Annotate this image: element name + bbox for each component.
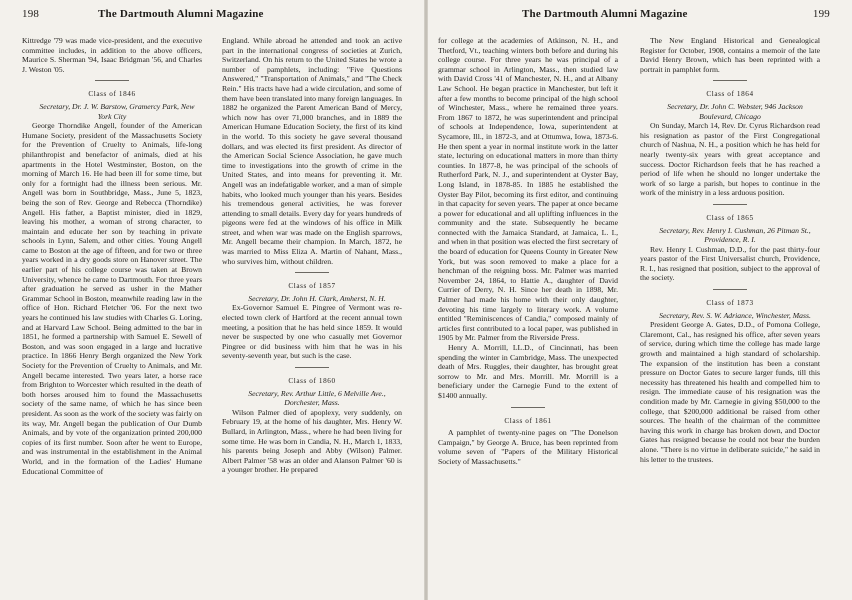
paragraph: On Sunday, March 14, Rev. Dr. Cyrus Richardson read his resignation as pastor of the First Congregational church of Nashua, N. H., a position which he has held for nearly twenty-six years with great acceptance and success. Doctor Richardson feels that he has reached a period of life when he should no longer undertake the work of so large a parish, but hopes to continue in the work of the ministry in a less arduous position. — [640, 121, 820, 198]
class-secretary: Secretary, Rev. Arthur Little, 6 Melville Ave., Dorchester, Mass. — [248, 388, 386, 408]
class-secretary: Secretary, Dr. J. W. Barstow, Gramercy Park, New York City — [39, 101, 195, 121]
running-title: The Dartmouth Alumni Magazine — [522, 8, 688, 20]
class-secretary: Secretary, Rev. Henry I. Cushman, 26 Pitman St., Providence, R. I. — [659, 225, 811, 245]
class-heading: Class of 1861 — [504, 416, 552, 425]
paragraph: Henry A. Morrill, LL.D., of Cincinnati, has been spending the winter in Cambridge, Mass. The unexpected death of Mrs. Ruggles, their daughter, has brought great sorrow to Mr. and Mrs. Morrill. Mr. Morrill is a beneficiary under the Carnegie Fund to the extent of $1400 annually. — [438, 343, 618, 400]
divider — [295, 272, 329, 273]
divider — [511, 407, 545, 408]
left-page-header — [22, 8, 402, 24]
right-page — [428, 0, 852, 600]
divider — [295, 367, 329, 368]
running-title: The Dartmouth Alumni Magazine — [98, 8, 264, 20]
class-heading: Class of 1864 — [706, 90, 754, 99]
right-column-1 — [438, 36, 618, 467]
divider — [95, 80, 129, 81]
page-number: 198 — [22, 8, 40, 20]
paragraph: The New England Historical and Genealogical Register for October, 1908, contains a memoir of the late David Henry Brown, which has been reprinted with a portrait in pamphlet form. — [640, 36, 820, 74]
left-column-2 — [222, 36, 402, 475]
paragraph: England. While abroad he attended and took an active part in the international congress of societies at Zurich, Switzerland. On his return to the United States he wrote a number of pamphlets, including: "Five Questions Answered," "Transportation of Animals," and "The Check Rein." His tracts have had a wide circulation, and some of them have been translated into many foreign languages. In 1882 he organized the Parent American Band of Mercy, which now has over 71,000 branches, and in 1889 the American Humane Education Society, the first of its kind in the world. To this society he gave several thousand dollars, and was elected its first president. As director of the American Social Science Association, he gave much time to investigations into the growth of crime in the United States, and into means for preventing it. Mr. Angell was an indefatigable worker, and a man of simple habits, who looked much younger than his years. Besides his tremendous general activities, he was forever attending to small details. Every day for years hundreds of pigeons were fed at the windows of his office in Milk street, and when war was made on the English sparrows, Mr. Angell became their champion. In March, 1872, he was married to Miss Eliza A. Martin of Nahant, Mass., who survives him, without children. — [222, 36, 402, 266]
class-secretary: Secretary, Dr. John C. Webster, 946 Jackson Boulevard, Chicago — [667, 101, 803, 121]
class-heading: Class of 1865 — [706, 213, 754, 222]
paragraph: George Thorndike Angell, founder of the American Humane Society, president of the Massachusetts Society for the Prevention of Cruelty to Animals, life-long philanthropist and benefactor of animals, died at his apartments in the Hotel Westminster, Boston, on the morning of March 16. He had been ill for some time, but only for a fortnight had the illness been serious. Mr. Angell was born in Southbridge, Mass., June 5, 1823, being the son of Rev. George and Rebecca (Thorndike) Angell. His father, a Baptist minister, died in 1829, leaving his mother, a woman of strong character, to maintain and educate her son by teaching in private schools in Lynn, Salem, and other cities. Young Angell came to Boston at the age of fifteen, and for two or three years worked in a dry goods store on Hanover street. The earlier part of his college course was taken at Brown University, whence he came to Dartmouth. For three years after graduation he served as usher in the Mather Grammar School in Boston, meanwhile reading law in the office of Hon. Richard Fletcher '06. For the next two years he continued his law studies with Charles G. Loring, and at Harvard Law School. Being admitted to the bar in 1851, he formed a partnership with Samuel E. Sewell of Boston, and was soon engaged in a large and lucrative practice. In 1866 Henry Bergh organized the New York Society for the Prevention of Cruelty to Animals, and Mr. Angell became interested. Two years later, a horse race from Brighton to Worcester which resulted in the death of both horses aroused him to found the Massachusetts society of the same name, of which he has since been president. As soon as the work of the society was fairly on its way, Mr. Angell began the publication of Our Dumb Animals, and by vote of the organization printed 200,000 copies of its first number. Soon after he went to Europe, and was instrumental in the establishment in the Animal World, and in the formation of the Ladies' Humane Educational Committee of — [22, 121, 202, 476]
class-heading: Class of 1860 — [288, 377, 336, 385]
paragraph: for college at the academies of Atkinson, N. H., and Thetford, Vt., teaching winters both before and during his college course. For three years he was principal of a grammar school in Arlington, Mass., then studied law with David Cross '41 of Manchester, N. H., and at Albany Law School. He began practice in Manchester, but left it after a few months to become principal of the high school of Winchester, Mass., where he remained three years. From 1867 to 1872, he was superintendent and principal of schools at Independence, Iowa, superintendent at Sycamore, Ill., in 1872-3, and at Ottumwa, Iowa, 1873-6. He then spent a year in normal institute work in the latter state, lecturing on educational matters in more than thirty counties. In 1877-8, he was principal of the schools of Rutherford Park, N. J., and superintendent at Oyster Bay, Long Island, in 1878-85. In 1885 he established the Oyster Bay Pilot, becoming its first editor, and continuing in that capacity for seven years. The paper at once became a power for educational and all uplifting influences in the community and the state. Subsequently he became connected with the Jamaica Standard, at Jamaica, L. I., and when in that position was elected the first secretary of the board of education for Queens County in Greater New York, but was soon removed to make a place for a henchman of the reigning boss. Mr. Palmer was married November 24, 1864, to Hattie A., daughter of David Currier of Derry, N. H. Since her death in 1898, Mr. Palmer had made his home with their only daughter, devoting his time largely to literary work. A volume entitled "Reminiscences of Candia," composed mainly of articles first contributed to a local paper, was published in 1905 by Mr. Palmer from the Riverside Press. — [438, 36, 618, 343]
left-page — [0, 0, 424, 600]
right-column-2 — [640, 36, 820, 464]
paragraph: President George A. Gates, D.D., of Pomona College, Claremont, Cal., has resigned his office, after seven years of service, during which time the college has made large growth and maintained a high standard of scholarship. The expansion of the institution has been a constant pressure on Doctor Gates to secure larger funds, till this necessity has threatened his health and compelled him to resign. The immediate cause of his resignation was the condition made by Mr. Carnegie in giving $50,000 to the college, that $200,000 additional be raised from other sources. The health of the chairman of the committee having this work in charge has broken down, and Doctor Gates has resigned because he could not bear the burden alone. "There is no virtue in deliberate suicide," he said in his letter to the trustees. — [640, 320, 820, 464]
class-heading: Class of 1846 — [88, 90, 136, 99]
divider — [713, 289, 747, 290]
divider — [713, 204, 747, 205]
class-heading: Class of 1857 — [288, 282, 336, 291]
paragraph: A pamphlet of twenty-nine pages on "The Donelson Campaign," by George A. Bruce, has been reprinted from volume seven of "Papers of the Military Historical Society of Massachusetts." — [438, 428, 618, 466]
paragraph: Ex-Governor Samuel E. Pingree of Vermont was re-elected town clerk of Hartford at the recent annual town meeting, a position that he has held since 1859. It would never be suspected by one who casually met Governor Pingree or did business with him that he was in his seventy-seventh year, but such is the case. — [222, 303, 402, 361]
paragraph: Wilson Palmer died of apoplexy, very suddenly, on February 19, at the home of his daughter, Mrs. Henry W. Bullard, in Arlington, Mass., where he had been living for some time. He was born in Candia, N. H., March 1, 1833, his parents being Joseph and Abby (Wilson) Palmer. Albert Palmer '58 was an older and Alanson Palmer '60 is a younger brother. He prepared — [222, 407, 402, 475]
class-secretary: Secretary, Rev. S. W. Adriance, Winchester, Mass. — [659, 310, 811, 320]
divider — [713, 80, 747, 81]
class-heading: Class of 1873 — [706, 299, 754, 308]
page-number: 199 — [812, 8, 830, 20]
paragraph: Kittredge '79 was made vice-president, and the executive committee includes, in addition to the above officers, Maurice S. Sherman '94, Isaac Bridgman '56, and Charles J. Weston '05. — [22, 36, 202, 74]
class-secretary: Secretary, Dr. John H. Clark, Amherst, N. H. — [248, 293, 386, 303]
right-page-header — [450, 8, 830, 24]
left-column-1 — [22, 36, 202, 476]
paragraph: Rev. Henry I. Cushman, D.D., for the past thirty-four years pastor of the First Universalist church, Providence, R. I., has resigned that position, subject to the approval of the society. — [640, 244, 820, 283]
